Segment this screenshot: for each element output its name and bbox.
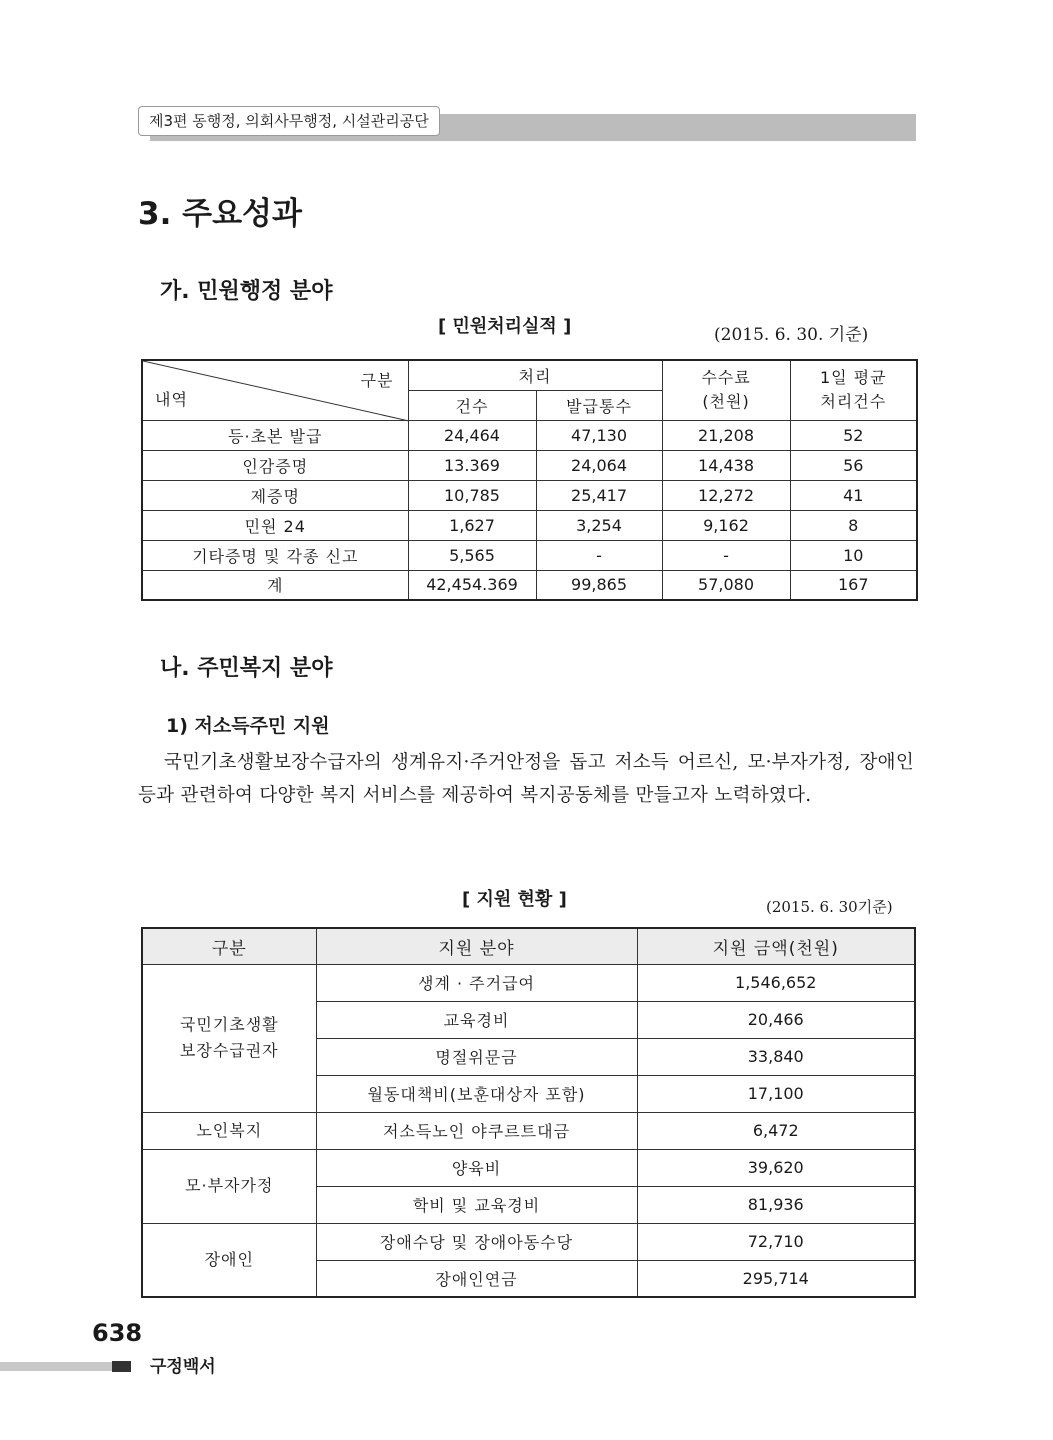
table1-caption: [ 민원처리실적 ] bbox=[438, 316, 572, 337]
amount-cell: 81,936 bbox=[637, 1186, 915, 1223]
cell-fee: 21,208 bbox=[662, 420, 790, 450]
row-label: 민원 24 bbox=[142, 510, 408, 540]
cell-fee: 12,272 bbox=[662, 480, 790, 510]
cell-issued: 3,254 bbox=[536, 510, 662, 540]
amount-cell: 39,620 bbox=[637, 1149, 915, 1186]
cell-count: 42,454.369 bbox=[408, 570, 536, 600]
header-field: 지원 분야 bbox=[316, 928, 637, 964]
header-issued: 발급통수 bbox=[536, 390, 662, 420]
cell-issued: 47,130 bbox=[536, 420, 662, 450]
field-cell: 교육경비 bbox=[316, 1001, 637, 1038]
header-count: 건수 bbox=[408, 390, 536, 420]
field-cell: 장애수당 및 장애아동수당 bbox=[316, 1223, 637, 1260]
page-number: 638 bbox=[92, 1319, 143, 1347]
cell-count: 13.369 bbox=[408, 450, 536, 480]
book-title: 구정백서 bbox=[150, 1357, 216, 1377]
field-cell: 양육비 bbox=[316, 1149, 637, 1186]
table-row bbox=[142, 1149, 915, 1186]
table-row bbox=[142, 450, 917, 480]
cell-fee: 9,162 bbox=[662, 510, 790, 540]
table-row bbox=[142, 1223, 915, 1260]
cell-issued: 24,064 bbox=[536, 450, 662, 480]
subsection-b-title: 나. 주민복지 분야 bbox=[160, 656, 333, 681]
table2-date: (2015. 6. 30기준) bbox=[766, 898, 893, 916]
amount-cell: 17,100 bbox=[637, 1075, 915, 1112]
corner-label-bottom: 내역 bbox=[155, 389, 188, 409]
table-row bbox=[142, 480, 917, 510]
table1-corner-cell bbox=[142, 360, 408, 420]
table-row bbox=[142, 1112, 915, 1149]
table1-date: (2015. 6. 30. 기준) bbox=[714, 325, 869, 345]
chapter-tab: 제3편 동행정, 의회사무행정, 시설관리공단 bbox=[138, 106, 440, 136]
field-cell: 생계 · 주거급여 bbox=[316, 964, 637, 1001]
cell-count: 5,565 bbox=[408, 540, 536, 570]
table-row bbox=[142, 510, 917, 540]
cell-count: 1,627 bbox=[408, 510, 536, 540]
cell-daily: 56 bbox=[790, 450, 917, 480]
corner-label-top: 구분 bbox=[360, 371, 394, 390]
field-cell: 저소득노인 야쿠르트대금 bbox=[316, 1112, 637, 1149]
amount-cell: 72,710 bbox=[637, 1223, 915, 1260]
footer-bar bbox=[0, 1362, 112, 1371]
header-fee: 수수료 (천원) bbox=[662, 360, 790, 420]
cell-fee: 14,438 bbox=[662, 450, 790, 480]
civil-service-table bbox=[141, 359, 918, 601]
cell-daily: 10 bbox=[790, 540, 917, 570]
support-status-table bbox=[141, 927, 916, 1298]
item-title: 1) 저소득주민 지원 bbox=[166, 715, 330, 737]
table-row bbox=[142, 540, 917, 570]
cell-issued: 99,865 bbox=[536, 570, 662, 600]
header-daily-average: 1일 평균 처리건수 bbox=[790, 360, 917, 420]
table2-caption: [ 지원 현황 ] bbox=[462, 889, 567, 910]
section-title: 3. 주요성과 bbox=[138, 196, 302, 232]
row-label: 제증명 bbox=[142, 480, 408, 510]
subsection-a-title: 가. 민원행정 분야 bbox=[160, 279, 333, 304]
category-cell: 장애인 bbox=[142, 1223, 316, 1297]
header-amount: 지원 금액(천원) bbox=[637, 928, 915, 964]
table-row bbox=[142, 420, 917, 450]
category-cell: 국민기초생활 보장수급권자 bbox=[142, 964, 316, 1112]
cell-issued: - bbox=[536, 540, 662, 570]
field-cell: 학비 및 교육경비 bbox=[316, 1186, 637, 1223]
cell-daily: 8 bbox=[790, 510, 917, 540]
field-cell: 월동대책비(보훈대상자 포함) bbox=[316, 1075, 637, 1112]
body-paragraph: 국민기초생활보장수급자의 생계유지·주거안정을 돕고 저소득 어르신, 모·부자가정, 장애인 등과 관련하여 다양한 복지 서비스를 제공하여 복지공동체를 만들고자 노력하였다. bbox=[138, 752, 914, 806]
amount-cell: 33,840 bbox=[637, 1038, 915, 1075]
cell-daily: 41 bbox=[790, 480, 917, 510]
amount-cell: 20,466 bbox=[637, 1001, 915, 1038]
cell-count: 24,464 bbox=[408, 420, 536, 450]
row-label: 등·초본 발급 bbox=[142, 420, 408, 450]
cell-daily: 52 bbox=[790, 420, 917, 450]
table-row bbox=[142, 570, 917, 600]
row-label: 계 bbox=[142, 570, 408, 600]
field-cell: 장애인연금 bbox=[316, 1260, 637, 1297]
category-cell: 노인복지 bbox=[142, 1112, 316, 1149]
table-row bbox=[142, 964, 915, 1001]
row-label: 인감증명 bbox=[142, 450, 408, 480]
cell-daily: 167 bbox=[790, 570, 917, 600]
row-label: 기타증명 및 각종 신고 bbox=[142, 540, 408, 570]
category-cell: 모·부자가정 bbox=[142, 1149, 316, 1223]
amount-cell: 1,546,652 bbox=[637, 964, 915, 1001]
amount-cell: 6,472 bbox=[637, 1112, 915, 1149]
cell-count: 10,785 bbox=[408, 480, 536, 510]
cell-fee: 57,080 bbox=[662, 570, 790, 600]
header-processing: 처리 bbox=[408, 360, 662, 390]
cell-fee: - bbox=[662, 540, 790, 570]
header-category: 구분 bbox=[142, 928, 316, 964]
amount-cell: 295,714 bbox=[637, 1260, 915, 1297]
footer-square bbox=[112, 1361, 131, 1372]
field-cell: 명절위문금 bbox=[316, 1038, 637, 1075]
cell-issued: 25,417 bbox=[536, 480, 662, 510]
